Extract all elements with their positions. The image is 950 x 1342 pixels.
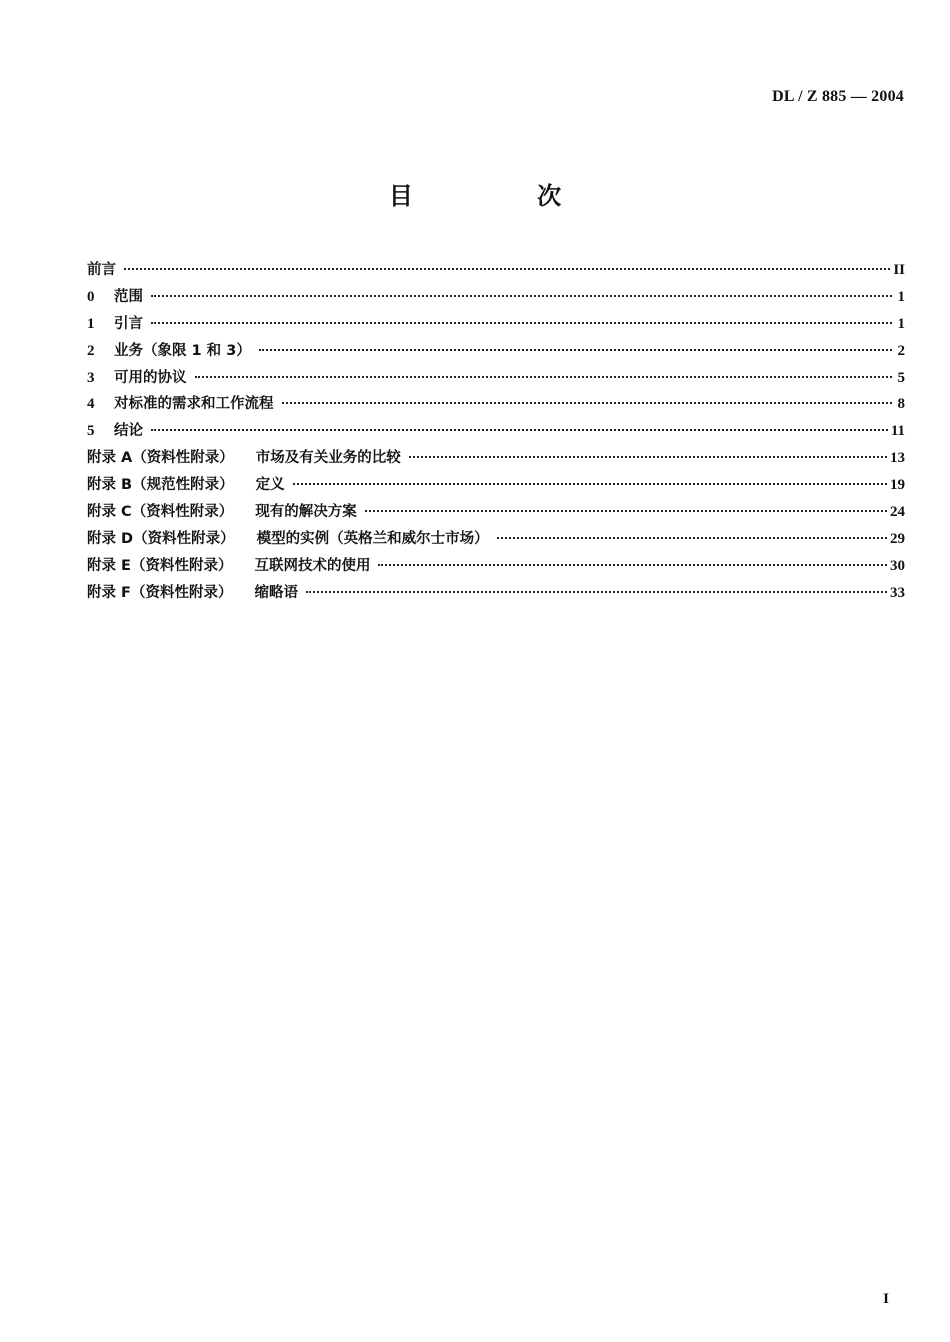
page-number: I [883, 1291, 889, 1307]
appendix-prefix: 附录 C（资料性附录） [87, 504, 234, 521]
toc-entry-requirements[interactable] [87, 392, 905, 419]
dot-leader [306, 591, 887, 593]
dot-leader [293, 483, 887, 485]
toc-entry-appendix-a[interactable] [87, 446, 905, 473]
toc-entry-foreword[interactable] [87, 258, 905, 285]
toc-entry-page: 19 [890, 477, 905, 494]
toc-entry-appendix-f[interactable] [87, 581, 905, 608]
dot-leader [409, 456, 887, 458]
appendix-title: 互联网技术的使用 [254, 557, 371, 574]
toc-entry-label: 对标准的需求和工作流程 [114, 396, 274, 413]
toc-entry-number: 0 [87, 288, 95, 305]
toc-entry-label: 范围 [114, 288, 143, 305]
dot-leader [259, 349, 892, 351]
toc-entry-appendix-e[interactable] [87, 554, 905, 581]
toc-entry-page: 13 [890, 450, 905, 467]
toc-entry-page: 30 [890, 557, 905, 574]
toc-entry-page: II [893, 262, 905, 278]
dot-leader [124, 268, 890, 270]
dot-leader [151, 322, 892, 324]
dot-leader [378, 564, 887, 566]
appendix-title: 市场及有关业务的比较 [255, 450, 401, 467]
toc-entry-conclusion[interactable] [87, 419, 905, 446]
toc-entry-number: 1 [87, 315, 95, 332]
toc-entry-page: 11 [890, 423, 905, 440]
toc-entry-label: 引言 [114, 315, 143, 332]
toc-entry-page: 33 [890, 584, 905, 601]
toc-entry-appendix-b[interactable] [87, 473, 905, 500]
dot-leader [365, 510, 887, 512]
appendix-title: 缩略语 [254, 584, 298, 601]
page-title: 目 次 [388, 182, 620, 210]
appendix-prefix: 附录 B（规范性附录） [87, 477, 234, 494]
appendix-prefix: 附录 E（资料性附录） [87, 557, 233, 574]
dot-leader [151, 429, 888, 431]
toc-entry-label: 可用的协议 [114, 369, 187, 386]
toc-entry-number: 4 [87, 396, 95, 413]
toc-entry-protocols[interactable] [87, 366, 905, 393]
toc-entry-label: 前言 [87, 262, 116, 278]
appendix-prefix: 附录 D（资料性附录） [87, 530, 235, 547]
toc-entry-number: 3 [87, 369, 95, 386]
table-of-contents [87, 258, 905, 608]
appendix-prefix: 附录 A（资料性附录） [87, 450, 234, 467]
toc-entry-number: 5 [87, 423, 95, 440]
toc-entry-scope[interactable] [87, 285, 905, 312]
toc-entry-page: 2 [897, 342, 905, 359]
toc-entry-page: 29 [890, 530, 905, 547]
appendix-title: 现有的解决方案 [255, 504, 357, 521]
appendix-title: 模型的实例（英格兰和威尔士市场） [256, 530, 489, 547]
toc-entry-page: 1 [897, 315, 905, 332]
appendix-prefix: 附录 F（资料性附录） [87, 584, 233, 601]
toc-entry-number: 2 [87, 342, 95, 359]
appendix-title: 定义 [255, 477, 285, 494]
toc-entry-introduction[interactable] [87, 312, 905, 339]
dot-leader [195, 376, 893, 378]
toc-entry-page: 8 [897, 396, 905, 413]
dot-leader [282, 402, 893, 404]
toc-entry-appendix-d[interactable] [87, 527, 905, 554]
toc-entry-page: 5 [897, 369, 905, 386]
toc-entry-appendix-c[interactable] [87, 500, 905, 527]
standard-code: DL / Z 885 — 2004 [772, 88, 904, 105]
toc-entry-page: 24 [890, 504, 905, 521]
toc-entry-page: 1 [897, 288, 905, 305]
toc-entry-label: 业务（象限 1 和 3） [114, 342, 251, 359]
toc-entry-business[interactable] [87, 339, 905, 366]
dot-leader [497, 537, 887, 539]
toc-entry-label: 结论 [114, 423, 143, 440]
dot-leader [151, 295, 892, 297]
